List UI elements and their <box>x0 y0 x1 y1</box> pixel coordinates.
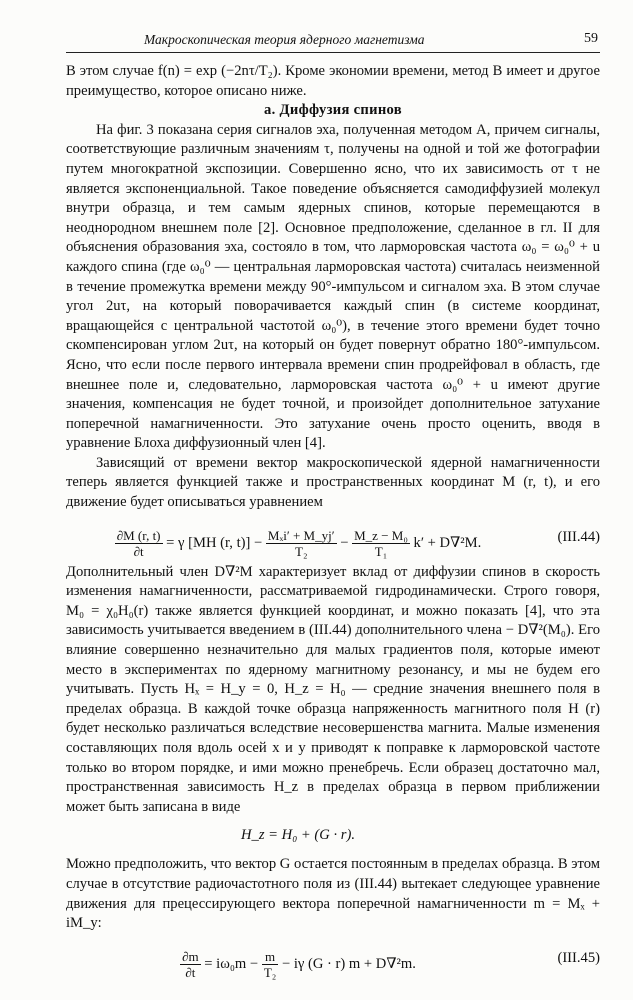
equation-hz <box>66 823 600 849</box>
paragraph-gradient-vector: Можно предположить, что вектор G остается постоянным в пределах образца. В этом случае в отсутствие радиочастотного поля из (III.44) вытекает следующее уравнение движения для прецессирующего вектора поперечной намагниченности m = Mₓ + iM_y: <box>66 856 600 932</box>
eq-hz-text: H_z = H₀ + (G · r). <box>241 827 355 844</box>
eq45-lhs-numerator: ∂m <box>182 948 199 964</box>
eq44-f1-numerator: Mₓi′ + M_yj′ <box>267 527 335 543</box>
eq44-lhs-numerator: ∂M (r, t) <box>116 527 161 543</box>
paragraph-intro: В этом случае f(n) = exp (−2nτ/T₂). Кроме экономии времени, метод B имеет и другое преимущество, которое описано ниже. <box>66 63 600 99</box>
eq45-lhs-fraction <box>180 949 201 980</box>
eq44-fraction-transverse <box>266 528 337 559</box>
running-head <box>66 30 600 53</box>
eq44-lhs-fraction <box>115 528 163 559</box>
eq45-fraction <box>262 949 278 980</box>
eq45-tail: − iγ (G · r) m + D∇²m. <box>281 955 416 972</box>
eq44-middle: = γ [MH (r, t)] − <box>166 534 263 551</box>
paragraph-spin-diffusion: На фиг. 3 показана серия сигналов эха, полученная методом A, причем сигналы, соответствующие различным значениям τ, получены на одной и той же фотографии путем многократной экспозиции. Совершенно ясно, что их зависимость от τ не является экспоненциальной. Такое поведение объясняется самодиффузией молекул внутри образца, и тем самым ядерных спинов, которые перемещаются в неоднородном внешнем поле [2]. Основное предположение, сделанное в гл. II для объяснения образования эха, состояло в том, что ларморовская частота ω₀ = ω₀⁰ + u каждого спина (где ω₀⁰ — центральная ларморовская частота) считалась неизменной в течение промежутка времени между 90°-импульсом и сигналом эха. В этом случае угол 2uτ, на который поворачивается каждый спин (в системе координат, вращающейся с центральной частотой ω₀⁰), в течение этого времени будет точно скомпенсирован углом 2uτ, на который он будет повернут обратно 180°-импульсом. Ясно, что если после первого интервала времени спин продрейфовал в область, где внешнее поле и, следовательно, ларморовская частота ω₀⁰ + u имеют другие значения, компенсация не будет точной, и произойдет дополнительное затухание поперечной намагниченности. Это затухание очень просто оценить, вводя в уравнение Блоха диффузионный член [4]. <box>66 121 600 452</box>
equation-iii-45 <box>66 940 600 978</box>
eq44-number: (III.44) <box>557 528 600 545</box>
running-head-title: Макроскопическая теория ядерного магнетизма <box>144 32 425 47</box>
eq45-number: (III.45) <box>557 949 600 966</box>
eq44-minus: − <box>340 534 349 551</box>
section-heading: а. Диффузия спинов <box>264 102 402 119</box>
eq44-f2-numerator: M_z − M₀ <box>354 527 408 543</box>
paragraph-diffusion-term: Дополнительный член D∇²M характеризует вклад от диффузии спинов в скорость изменения намагниченности, рассматриваемой гидродинамически. Строго говоря, M₀ = χ₀H₀(r) также является функцией координат, и можно показать [4], что эта зависимость учитывается введением в (III.44) дополнительного члена − D∇²(M₀). Его влияние совершенно незначительно для малых градиентов поля, которые имеют место в экспериментах по ядерному магнитному резонансу, и мы не будем его учитывать. Пусть Hₓ = H_y = 0, H_z = H₀ — средние значения внешнего поля в пределах образца. В каждой точке образца напряженность магнитного поля H (r) будет несколько различаться вследствие несовершенства магнита. Малые изменения составляющих поля вдоль осей x и y приводят к поправке к ларморовской частоте только во втором порядке, и ими можно пренебречь. Если образец достаточно мал, пространственная зависимость H_z в пределах образца в первом приближении может быть записана в виде <box>66 563 600 815</box>
eq45-lhs-denominator: ∂t <box>185 964 196 980</box>
equation-iii-44 <box>66 519 600 557</box>
page-body <box>66 62 600 984</box>
eq44-f2-denominator: T₁ <box>374 543 388 559</box>
eq44-tail: k′ + D∇²M. <box>413 534 482 551</box>
eq45-middle: = iω₀m − <box>204 955 259 972</box>
paragraph-magnetization-vector: Зависящий от времени вектор макроскопической ядерной намагниченности теперь является функцией также и пространственных координат M (r, t), и его движение будет описываться уравнением <box>66 454 600 511</box>
eq44-f1-denominator: T₂ <box>295 543 308 559</box>
eq45-f-denominator: T₂ <box>263 964 277 980</box>
eq44-fraction-longitudinal <box>352 528 410 559</box>
eq45-f-numerator: m <box>262 949 278 965</box>
eq44-lhs-denominator: ∂t <box>133 543 144 559</box>
page-number: 59 <box>584 31 598 46</box>
